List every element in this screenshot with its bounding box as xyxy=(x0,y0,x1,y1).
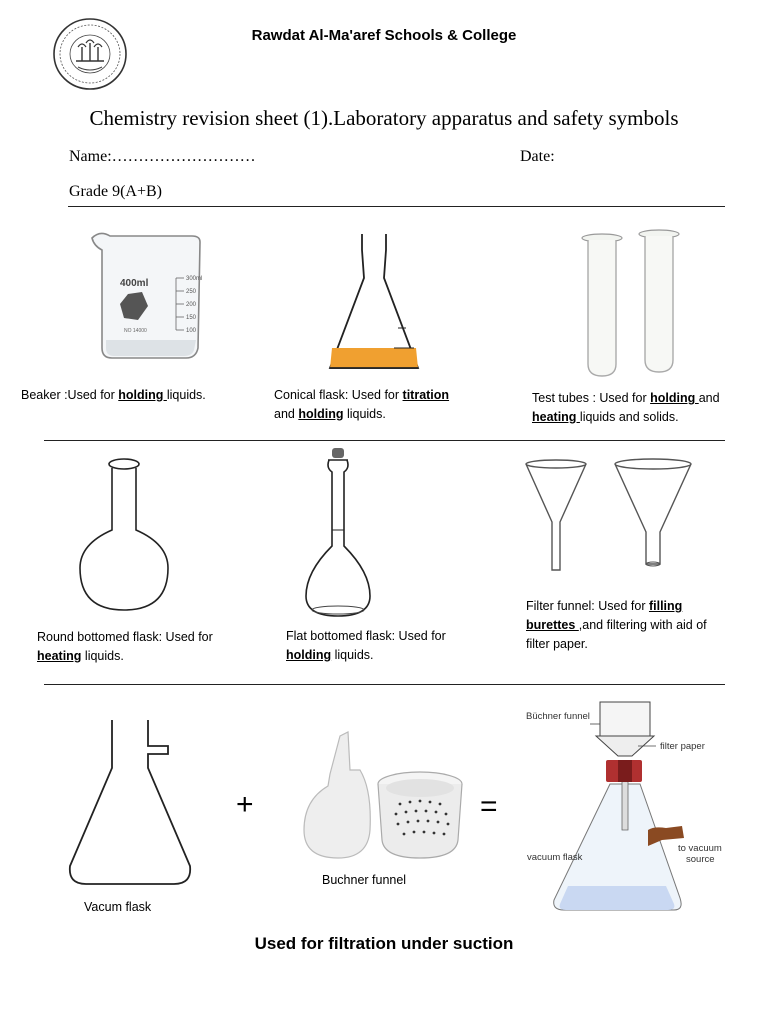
diagram-label-filter-paper: filter paper xyxy=(660,741,705,752)
round-bottomed-flask-image xyxy=(78,456,170,612)
round-flask-caption: Round bottomed flask: Used for heating liquids. xyxy=(37,630,213,663)
beaker-scale-250: 250 xyxy=(186,289,197,295)
vacuum-filtration-diagram xyxy=(524,700,734,914)
row1-divider xyxy=(44,440,725,441)
beaker-scale-300: 300ml xyxy=(186,276,203,282)
svg-text:NO 14000: NO 14000 xyxy=(124,328,147,334)
diagram-label-buchner-funnel: Büchner funnel xyxy=(526,711,590,722)
filter-funnel-caption: Filter funnel: Used for filling burettes ,and filtering with aid of filter paper. xyxy=(526,599,707,651)
date-field-label: Date: xyxy=(520,148,555,165)
flat-flask-caption: Flat bottomed flask: Used for holding liquids. xyxy=(286,629,446,662)
beaker-scale-150: 150 xyxy=(186,315,197,321)
diagram-label-vacuum-flask: vacuum flask xyxy=(527,852,583,863)
beaker-volume-marking: 400ml xyxy=(120,278,149,289)
header-divider xyxy=(68,206,725,207)
grade-label: Grade 9(A+B) xyxy=(69,183,162,200)
plus-sign: + xyxy=(236,788,254,821)
vacuum-flask-label: Vacum flask xyxy=(84,900,152,914)
row2-divider xyxy=(44,684,725,685)
beaker-scale-200: 200 xyxy=(186,302,197,308)
filter-funnels-image xyxy=(524,458,696,572)
beaker-image xyxy=(88,228,208,364)
diagram-label-to-vacuum: to vacuum xyxy=(678,843,722,854)
buchner-funnel-image xyxy=(300,730,466,862)
school-name: Rawdat Al-Ma'aref Schools & College xyxy=(251,27,517,44)
conical-flask-image xyxy=(324,230,424,374)
vacuum-flask-image xyxy=(64,718,198,888)
beaker-scale-100: 100 xyxy=(186,328,197,334)
conical-flask-caption: Conical flask: Used for titration and holding liquids. xyxy=(274,388,450,421)
equals-sign: = xyxy=(480,790,498,823)
buchner-funnel-label: Buchner funnel xyxy=(322,873,407,887)
name-field-label: Name:……………………… xyxy=(69,148,256,165)
test-tubes-image xyxy=(578,228,688,380)
footer-statement: Used for filtration under suction xyxy=(254,934,514,953)
beaker-caption: Beaker :Used for holding liquids. xyxy=(21,388,206,402)
test-tubes-caption: Test tubes : Used for holding and heating liquids and solids. xyxy=(532,391,720,424)
page-title: Chemistry revision sheet (1).Laboratory apparatus and safety symbols xyxy=(89,106,679,130)
flat-bottomed-flask-image xyxy=(302,446,374,620)
diagram-label-source: source xyxy=(686,854,715,865)
